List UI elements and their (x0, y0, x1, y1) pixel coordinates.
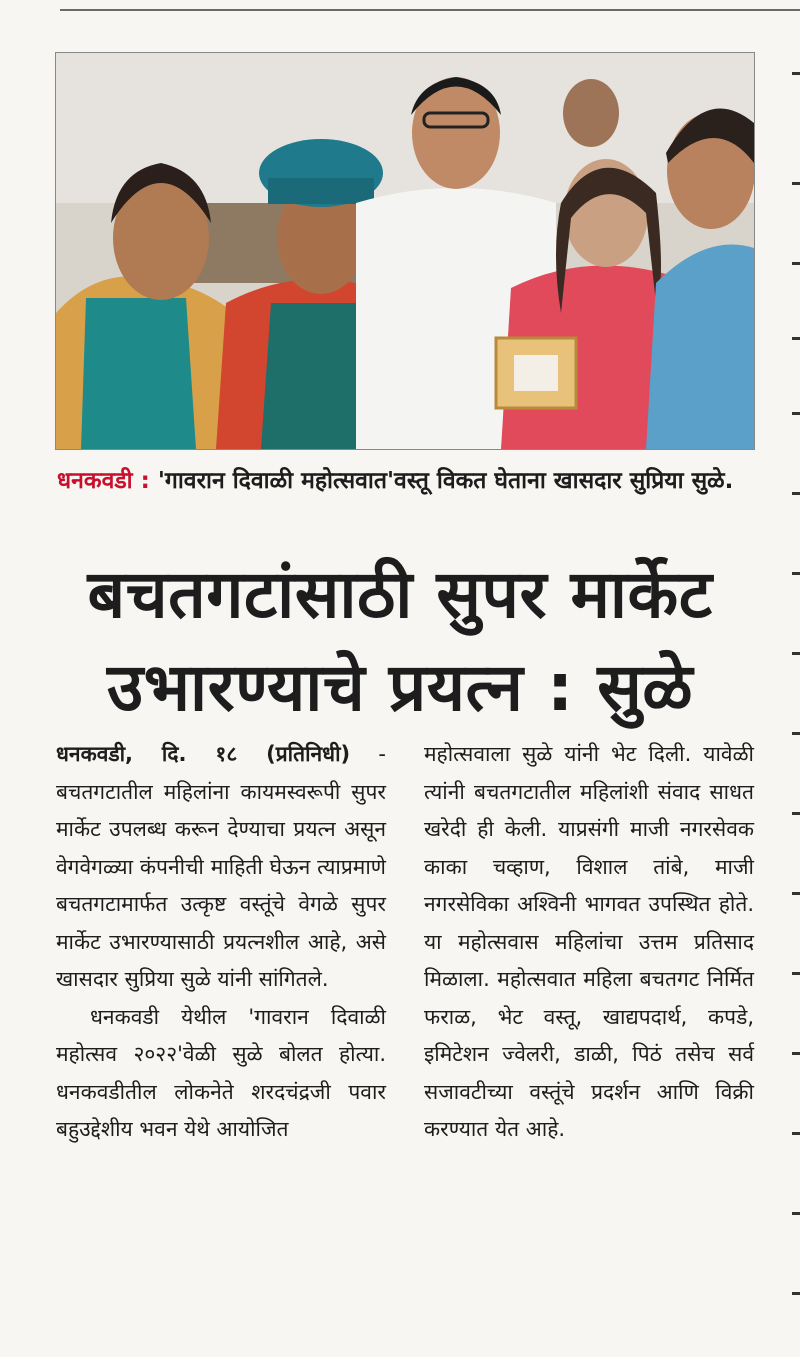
photo-caption (57, 462, 757, 500)
caption-place: धनकवडी : (57, 468, 150, 494)
article-column-left (56, 736, 386, 1149)
top-rule (60, 9, 800, 11)
article-paragraph-3: महोत्सवाला सुळे यांनी भेट दिली. यावेळी त्यांनी बचतगटातील महिलांशी संवाद साधत खरेदी ही केली. याप्रसंगी माजी नगरसेवक काका चव्हाण, विशाल तांबे, माजी नगरसेविका अश्विनी भागवत उपस्थित होते. या महोत्सवास महिलांचा उत्तम प्रतिसाद मिळाला. महोत्सवात महिला बचतगट निर्मित फराळ, भेट वस्तू, खाद्यपदार्थ, कपडे, इमिटेशन ज्वेलरी, डाळी, पिठं तसेच सर्व सजावटीच्या वस्तूंचे प्रदर्शन आणि विक्री करण्यात येत आहे. (424, 742, 754, 1141)
news-photo-illustration (56, 53, 754, 449)
article-dateline: धनकवडी, दि. १८ (प्रतिनिधी) (56, 742, 351, 766)
news-photo (55, 52, 755, 450)
headline-line-2: उभारण्याचे प्रयत्न : सुळे (106, 649, 694, 726)
caption-text: 'गावरान दिवाळी महोत्सवात'वस्तू विकत घेताना खासदार सुप्रिया सुळे. (149, 468, 734, 494)
article-paragraph-2: धनकवडी येथील 'गावरान दिवाळी महोत्सव २०२२'वेळी सुळे बोलत होत्या. धनकवडीतील लोकनेते शरदचंद्रजी पवार बहुउद्देशीय भवन येथे आयोजित (56, 1004, 386, 1141)
article-column-right (424, 736, 754, 1149)
headline (40, 548, 760, 734)
headline-line-1: बचतगटांसाठी सुपर मार्केट (87, 556, 713, 633)
article-paragraph-1: - बचतगटातील महिलांना कायमस्वरूपी सुपर मार्केट उपलब्ध करून देण्याचा प्रयत्न असून वेगवेगळ्या कंपनीची माहिती घेऊन त्याप्रमाणे बचतगटामार्फत उत्कृष्ट वस्तूंचे वेगळे सुपर मार्केट उभारण्यासाठी प्रयत्नशील आहे, असे खासदार सुप्रिया सुळे यांनी सांगितले. (56, 742, 386, 991)
adjacent-column-edge (788, 52, 800, 1312)
